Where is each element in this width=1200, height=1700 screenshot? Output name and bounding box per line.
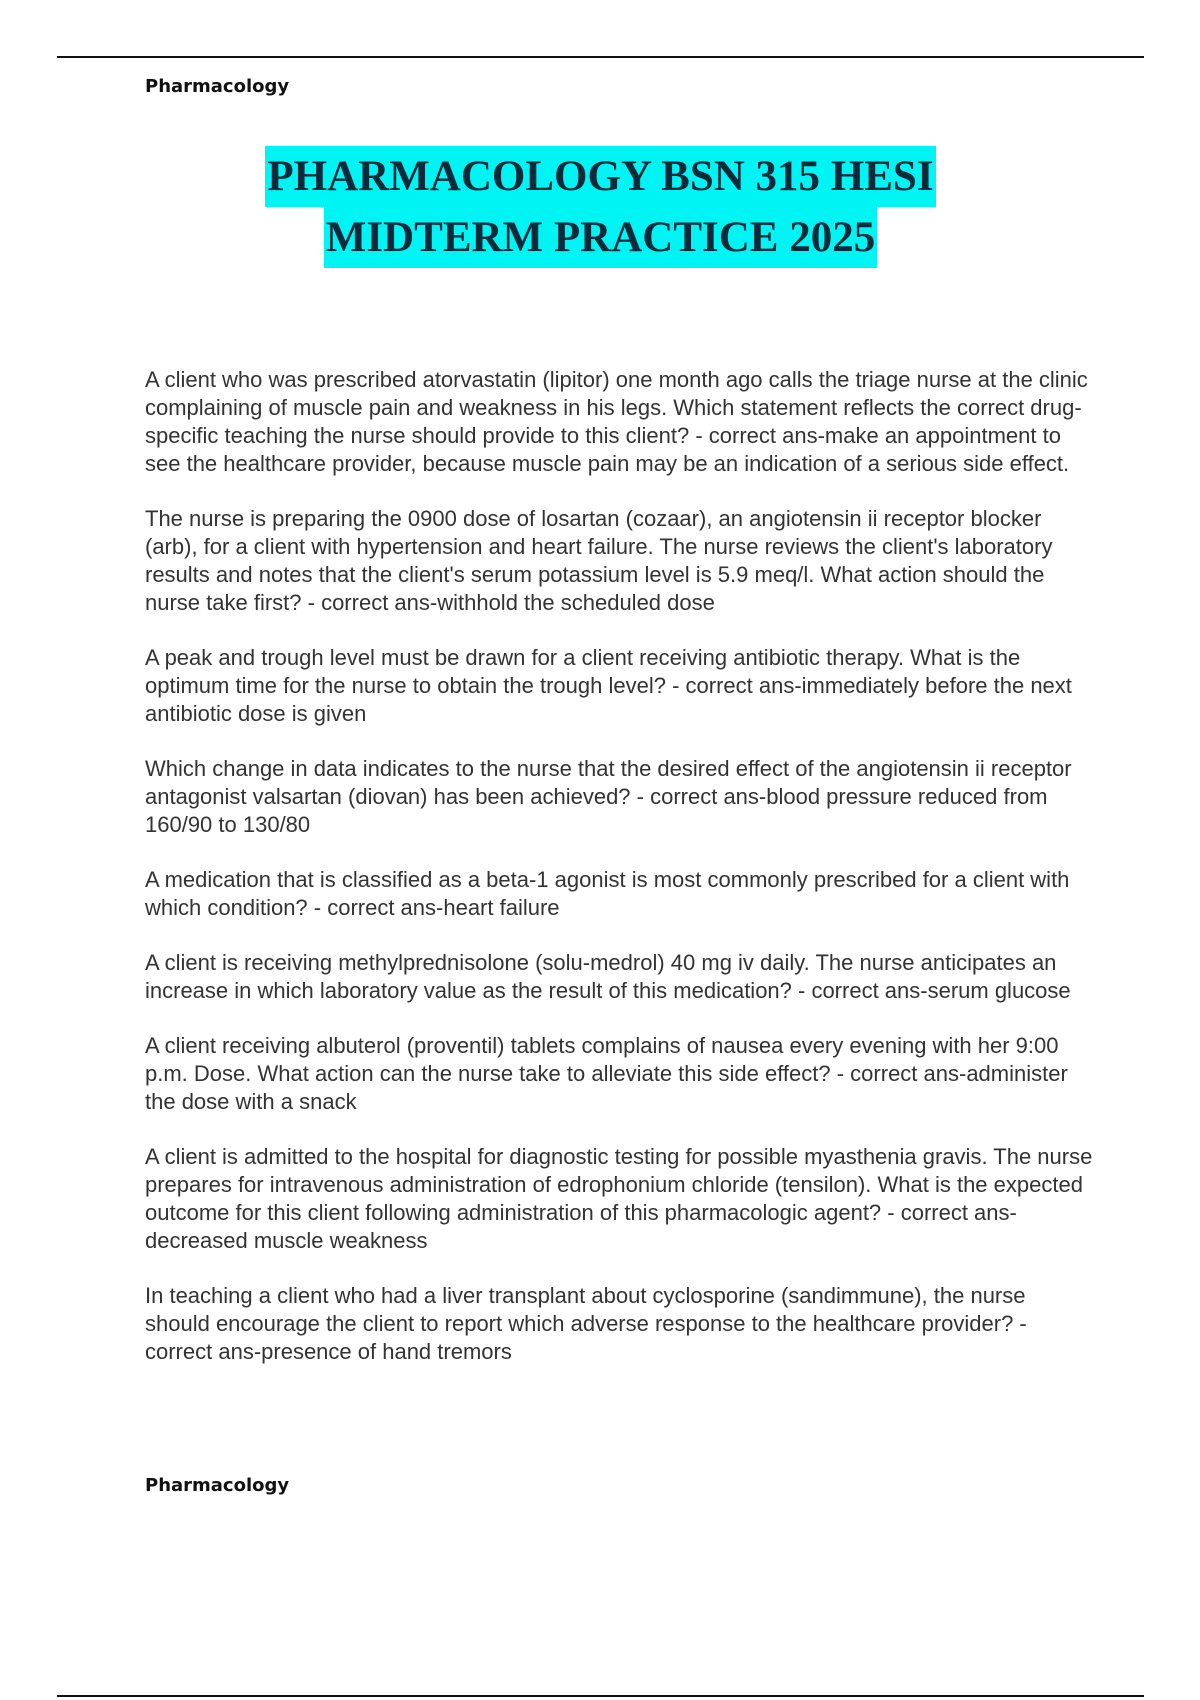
question-item: Which change in data indicates to the nurse that the desired effect of the angiotensin ii receptor antagonist valsartan (diovan) has been achieved? - correct ans-blood pressure reduced from 160/90 to 130/80 bbox=[145, 756, 1072, 837]
running-footer: Pharmacology bbox=[145, 1475, 290, 1496]
bottom-rule bbox=[57, 1695, 1144, 1697]
running-header: Pharmacology bbox=[145, 76, 290, 97]
document-title bbox=[57, 146, 1144, 268]
question-item: The nurse is preparing the 0900 dose of losartan (cozaar), an angiotensin ii receptor blocker (arb), for a client with hypertension and heart failure. The nurse reviews the client's laboratory results and notes that the client's serum potassium level is 5.9 meq/l. What action should the nurse take first? - correct ans-withhold the scheduled dose bbox=[145, 506, 1053, 615]
question-item: A client receiving albuterol (proventil) tablets complains of nausea every evening with her 9:00 p.m. Dose. What action can the nurse take to alleviate this side effect? - correct ans-administer the dose with a snack bbox=[145, 1033, 1068, 1114]
question-item: A client who was prescribed atorvastatin (lipitor) one month ago calls the triage nurse at the clinic complaining of muscle pain and weakness in his legs. Which statement reflects the correct drug-specific teaching the nurse should provide to this client? - correct ans-make an appointment to see the healthcare provider, because muscle pain may be an indication of a serious side effect. bbox=[145, 367, 1088, 476]
title-line-2: MIDTERM PRACTICE 2025 bbox=[324, 207, 877, 268]
question-item: In teaching a client who had a liver transplant about cyclosporine (sandimmune), the nurse should encourage the client to report which adverse response to the healthcare provider? - correct ans-presence of hand tremors bbox=[145, 1283, 1027, 1364]
title-line-1: PHARMACOLOGY BSN 315 HESI bbox=[265, 146, 935, 207]
question-item: A peak and trough level must be drawn for a client receiving antibiotic therapy. What is the optimum time for the nurse to obtain the trough level? - correct ans-immediately before the next antibiotic dose is given bbox=[145, 645, 1072, 726]
question-item: A client is admitted to the hospital for diagnostic testing for possible myasthenia gravis. The nurse prepares for intravenous administration of edrophonium chloride (tensilon). What is the expected outcome for this client following administration of this pharmacologic agent? - correct ans-decreased muscle weakness bbox=[145, 1144, 1093, 1253]
top-rule bbox=[57, 56, 1144, 58]
question-item: A client is receiving methylprednisolone (solu-medrol) 40 mg iv daily. The nurse anticipates an increase in which laboratory value as the result of this medication? - correct ans-serum glucose bbox=[145, 950, 1071, 1003]
question-list bbox=[145, 366, 1095, 1393]
question-item: A medication that is classified as a beta-1 agonist is most commonly prescribed for a client with which condition? - correct ans-heart failure bbox=[145, 867, 1070, 920]
